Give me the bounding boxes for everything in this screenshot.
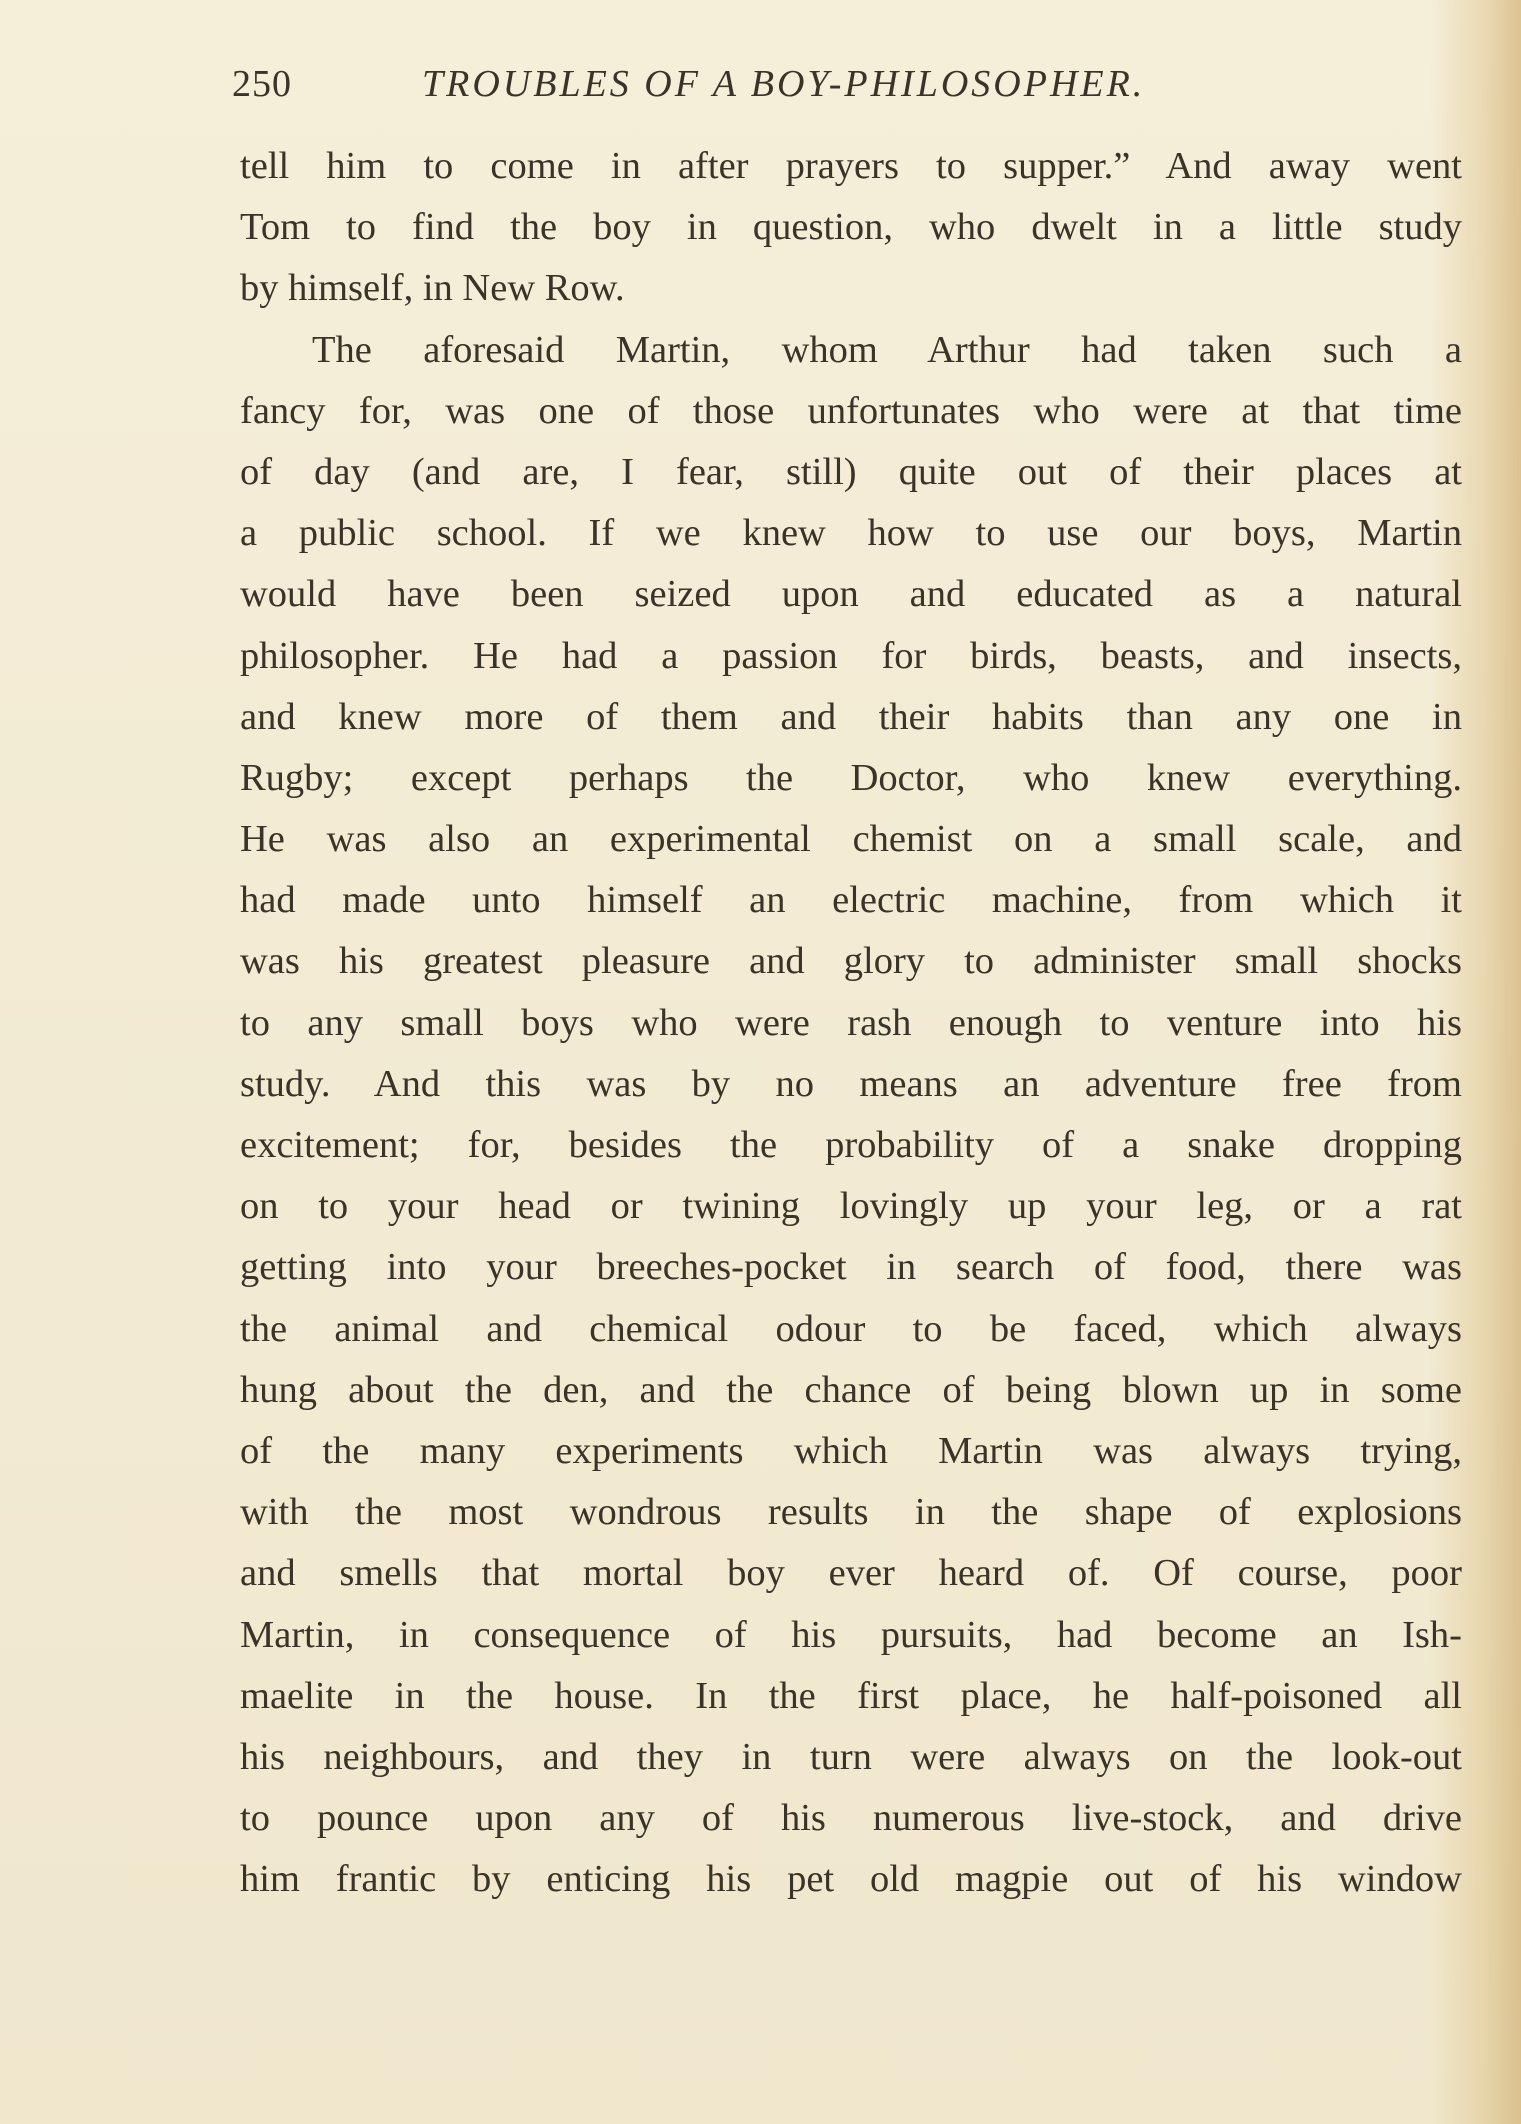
text-line: and knew more of them and their habits than any one in (240, 695, 1462, 738)
text-line: philosopher. He had a passion for birds, beasts, and insects, (240, 634, 1462, 677)
text-line: on to your head or twining lovingly up your leg, or a rat (240, 1185, 1462, 1228)
text-line: him frantic by enticing his pet old magpie out of his window (240, 1858, 1462, 1901)
text-line: to any small boys who were rash enough to venture into his (240, 1001, 1462, 1044)
paragraph-1 (240, 136, 1462, 320)
page-number: 250 (232, 63, 292, 105)
text-line: tell him to come in after prayers to supper.” And away went (240, 145, 1462, 187)
text-line: was his greatest pleasure and glory to administer small shocks (240, 940, 1462, 983)
text-line: maelite in the house. In the first place, he half-poisoned all (240, 1674, 1462, 1717)
text-line: to pounce upon any of his numerous live-stock, and drive (240, 1797, 1462, 1840)
text-line: The aforesaid Martin, whom Arthur had taken such a (312, 328, 1462, 371)
text-line: would have been seized upon and educated as a natural (240, 573, 1462, 616)
text-line: of the many experiments which Martin was always trying, (240, 1429, 1462, 1472)
text-line: had made unto himself an electric machine, from which it (240, 879, 1462, 922)
text-line: study. And this was by no means an adventure free from (240, 1062, 1462, 1105)
text-line: his neighbours, and they in turn were always on the look-out (240, 1735, 1462, 1778)
text-line: Tom to find the boy in question, who dwelt in a little study (240, 206, 1462, 249)
text-line: a public school. If we knew how to use our boys, Martin (240, 512, 1462, 555)
running-head (232, 62, 1264, 110)
text-line: the animal and chemical odour to be faced, which always (240, 1307, 1462, 1350)
body-text (240, 136, 1462, 1910)
text-line: excitement; for, besides the probability of a snake dropping (240, 1124, 1462, 1166)
text-line: of day (and are, I fear, still) quite out of their places at (240, 450, 1462, 493)
paragraph-2 (240, 320, 1462, 1911)
text-line: by himself, in New Row. (240, 267, 625, 310)
text-line: hung about the den, and the chance of being blown up in some (240, 1368, 1462, 1411)
text-line: Rugby; except perhaps the Doctor, who knew everything. (240, 756, 1462, 799)
text-line: getting into your breeches-pocket in search of food, there was (240, 1246, 1462, 1289)
text-line: Martin, in consequence of his pursuits, had become an Ish- (240, 1613, 1462, 1656)
text-line: and smells that mortal boy ever heard of. Of course, poor (240, 1552, 1462, 1595)
text-line: fancy for, was one of those unfortunates who were at that time (240, 389, 1462, 432)
text-line: with the most wondrous results in the shape of explosions (240, 1491, 1462, 1534)
text-line: He was also an experimental chemist on a small scale, and (240, 818, 1462, 861)
running-title: TROUBLES OF A BOY-PHILOSOPHER. (422, 63, 1146, 105)
